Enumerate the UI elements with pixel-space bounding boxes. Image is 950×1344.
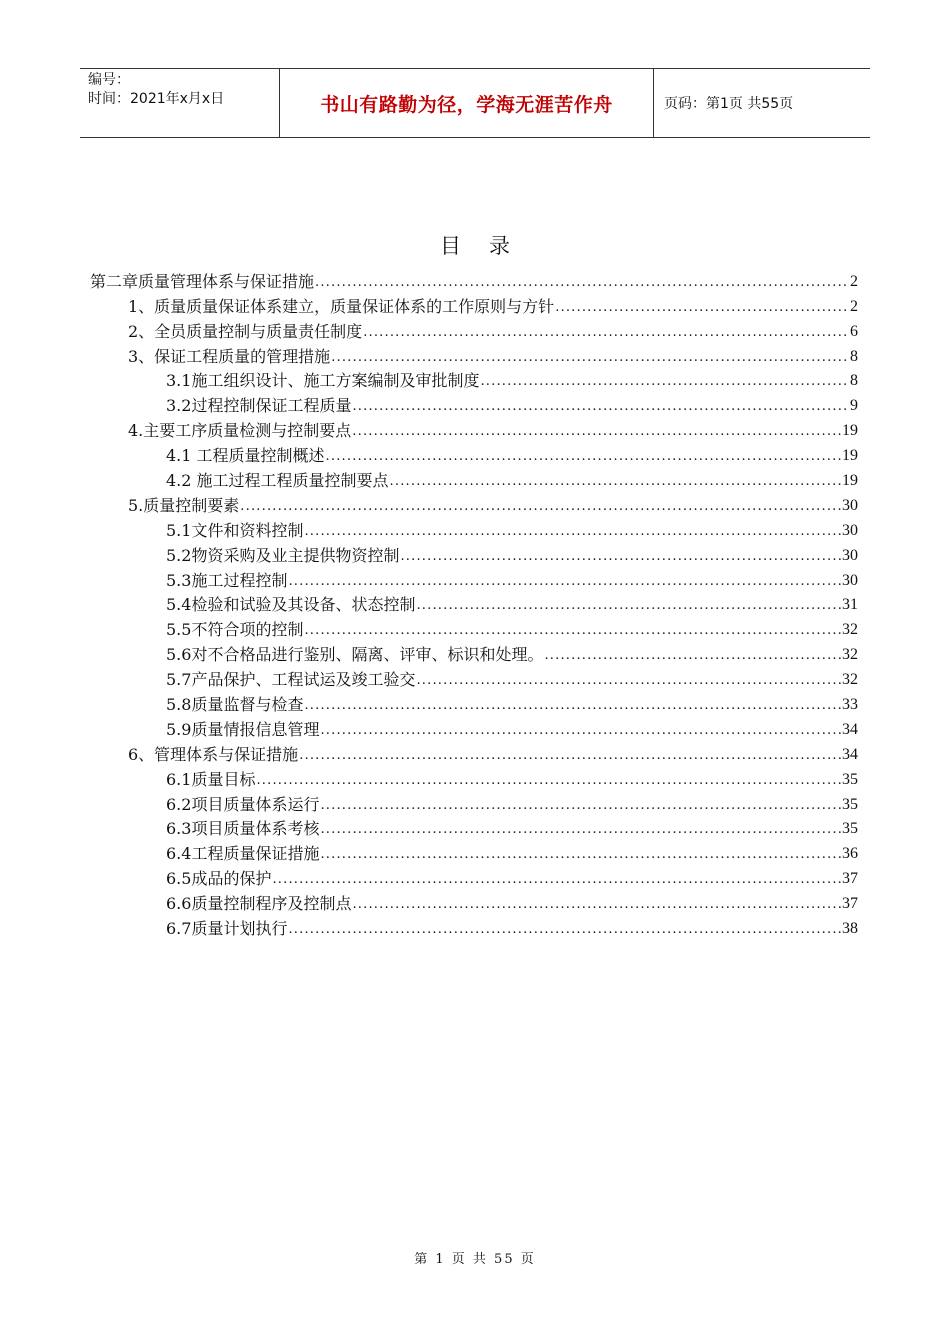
toc-leader-dots [320, 846, 841, 864]
toc-entry-page: 32 [842, 621, 858, 639]
toc-title: 目录 [440, 234, 538, 258]
header-motto-cell [280, 69, 654, 137]
toc-leader-dots [256, 772, 841, 790]
toc-entry-label: 6.5成品的保护 [166, 869, 272, 889]
toc-entry-page: 2 [850, 297, 858, 315]
toc-leader-dots [416, 597, 841, 615]
toc-entry-page: 30 [842, 496, 858, 514]
toc-entry[interactable] [90, 640, 860, 665]
toc-entry[interactable] [90, 740, 860, 765]
toc-leader-dots [315, 274, 849, 292]
toc-entry-label: 4.主要工序质量检测与控制要点 [128, 421, 352, 441]
toc-entry[interactable] [90, 416, 860, 441]
toc-leader-dots [240, 498, 841, 516]
toc-entry[interactable] [90, 292, 860, 317]
toc-entry-label: 4.1 工程质量控制概述 [166, 446, 325, 466]
toc-leader-dots [363, 324, 849, 342]
toc-entry-label: 6、管理体系与保证措施 [128, 744, 299, 764]
toc-entry[interactable] [90, 790, 860, 815]
toc-leader-dots [299, 747, 841, 765]
toc-entry[interactable] [90, 815, 860, 840]
toc-leader-dots [400, 548, 841, 566]
toc-entry[interactable] [90, 839, 860, 864]
table-of-contents [90, 267, 860, 939]
toc-entry[interactable] [90, 466, 860, 491]
toc-entry-label: 3.1施工组织设计、施工方案编制及审批制度 [166, 371, 480, 391]
toc-entry-page: 2 [850, 272, 858, 290]
toc-entry-label: 5.9质量情报信息管理 [166, 719, 320, 739]
toc-entry-label: 5.质量控制要素 [128, 495, 240, 515]
toc-entry-page: 19 [842, 447, 858, 465]
toc-leader-dots [331, 349, 849, 367]
toc-entry-label: 5.7产品保护、工程试运及竣工验交 [166, 670, 416, 690]
toc-entry[interactable] [90, 367, 860, 392]
toc-entry-label: 6.4工程质量保证措施 [166, 844, 320, 864]
toc-entry-label: 2、全员质量控制与质量责任制度 [128, 321, 363, 341]
toc-entry[interactable] [90, 615, 860, 640]
toc-entry-label: 5.1文件和资料控制 [166, 520, 304, 540]
toc-entry-label: 6.2项目质量体系运行 [166, 794, 320, 814]
toc-entry-label: 6.6质量控制程序及控制点 [166, 894, 352, 914]
time-label: 时间：2021年x月x日 [88, 91, 225, 107]
toc-entry[interactable] [90, 591, 860, 616]
toc-entry-page: 34 [842, 720, 858, 738]
number-label: 编号： [88, 72, 130, 88]
toc-entry-page: 37 [842, 870, 858, 888]
toc-leader-dots [326, 448, 841, 466]
toc-leader-dots [480, 373, 849, 391]
toc-entry-page: 31 [842, 596, 858, 614]
toc-entry-page: 30 [842, 546, 858, 564]
toc-entry-page: 37 [842, 895, 858, 913]
toc-entry[interactable] [90, 342, 860, 367]
toc-entry[interactable] [90, 566, 860, 591]
toc-entry-label: 5.4检验和试验及其设备、状态控制 [166, 595, 416, 615]
toc-entry-page: 30 [842, 571, 858, 589]
toc-entry-page: 36 [842, 845, 858, 863]
toc-entry-label: 5.6对不合格品进行鉴别、隔离、评审、标识和处理。 [166, 645, 544, 665]
toc-entry-label: 5.2物资采购及业主提供物资控制 [166, 545, 400, 565]
toc-entry-page: 6 [850, 322, 858, 340]
toc-entry-page: 8 [850, 372, 858, 390]
toc-entry[interactable] [90, 690, 860, 715]
toc-entry-label: 5.5不符合项的控制 [166, 620, 304, 640]
toc-entry-label: 6.7质量计划执行 [166, 919, 288, 939]
toc-entry-page: 30 [842, 521, 858, 539]
toc-leader-dots [304, 622, 841, 640]
toc-entry[interactable] [90, 889, 860, 914]
toc-entry-label: 3、保证工程质量的管理措施 [128, 346, 331, 366]
toc-entry-page: 35 [842, 795, 858, 813]
toc-leader-dots [416, 672, 841, 690]
toc-entry[interactable] [90, 541, 860, 566]
toc-entry-label: 第二章质量管理体系与保证措施 [90, 271, 315, 291]
toc-leader-dots [304, 697, 841, 715]
page-footer: 第 1 页 共 55 页 [414, 1252, 536, 1267]
toc-entry-page: 8 [850, 347, 858, 365]
toc-leader-dots [288, 921, 841, 939]
toc-leader-dots [555, 299, 849, 317]
toc-entry-label: 6.3项目质量体系考核 [166, 819, 320, 839]
toc-leader-dots [304, 523, 841, 541]
toc-entry[interactable] [90, 516, 860, 541]
toc-entry-page: 19 [842, 422, 858, 440]
toc-leader-dots [320, 821, 841, 839]
toc-leader-dots [320, 797, 841, 815]
header-meta-cell [80, 69, 280, 137]
toc-entry[interactable] [90, 715, 860, 740]
toc-entry[interactable] [90, 267, 860, 292]
toc-leader-dots [288, 573, 841, 591]
toc-entry-page: 32 [842, 646, 858, 664]
toc-entry-page: 38 [842, 920, 858, 938]
toc-entry-label: 5.3施工过程控制 [166, 570, 288, 590]
toc-leader-dots [352, 423, 841, 441]
toc-entry-label: 5.8质量监督与检查 [166, 695, 304, 715]
toc-entry-label: 1、质量质量保证体系建立，质量保证体系的工作原则与方针 [128, 296, 555, 316]
header-table [80, 68, 870, 138]
toc-entry-page: 32 [842, 671, 858, 689]
toc-leader-dots [352, 896, 841, 914]
toc-entry[interactable] [90, 491, 860, 516]
toc-leader-dots [320, 722, 841, 740]
toc-leader-dots [544, 647, 841, 665]
header-page-cell [654, 69, 870, 137]
toc-leader-dots [390, 473, 841, 491]
motto-text: 书山有路勤为径，学海无涯苦作舟 [320, 93, 613, 116]
toc-entry-label: 6.1质量目标 [166, 769, 256, 789]
toc-entry-page: 35 [842, 820, 858, 838]
toc-entry-page: 9 [850, 397, 858, 415]
toc-entry[interactable] [90, 665, 860, 690]
toc-leader-dots [352, 398, 849, 416]
toc-entry[interactable] [90, 441, 860, 466]
toc-entry[interactable] [90, 391, 860, 416]
page-count-label: 页码：第1页 共55页 [664, 96, 794, 112]
toc-entry-page: 35 [842, 770, 858, 788]
toc-entry-page: 34 [842, 745, 858, 763]
toc-entry[interactable] [90, 864, 860, 889]
toc-entry[interactable] [90, 317, 860, 342]
toc-entry[interactable] [90, 765, 860, 790]
toc-entry-label: 4.2 施工过程工程质量控制要点 [166, 471, 389, 491]
toc-entry[interactable] [90, 914, 860, 939]
toc-entry-page: 19 [842, 472, 858, 490]
toc-entry-label: 3.2过程控制保证工程质量 [166, 396, 352, 416]
toc-leader-dots [272, 871, 841, 889]
toc-entry-page: 33 [842, 696, 858, 714]
